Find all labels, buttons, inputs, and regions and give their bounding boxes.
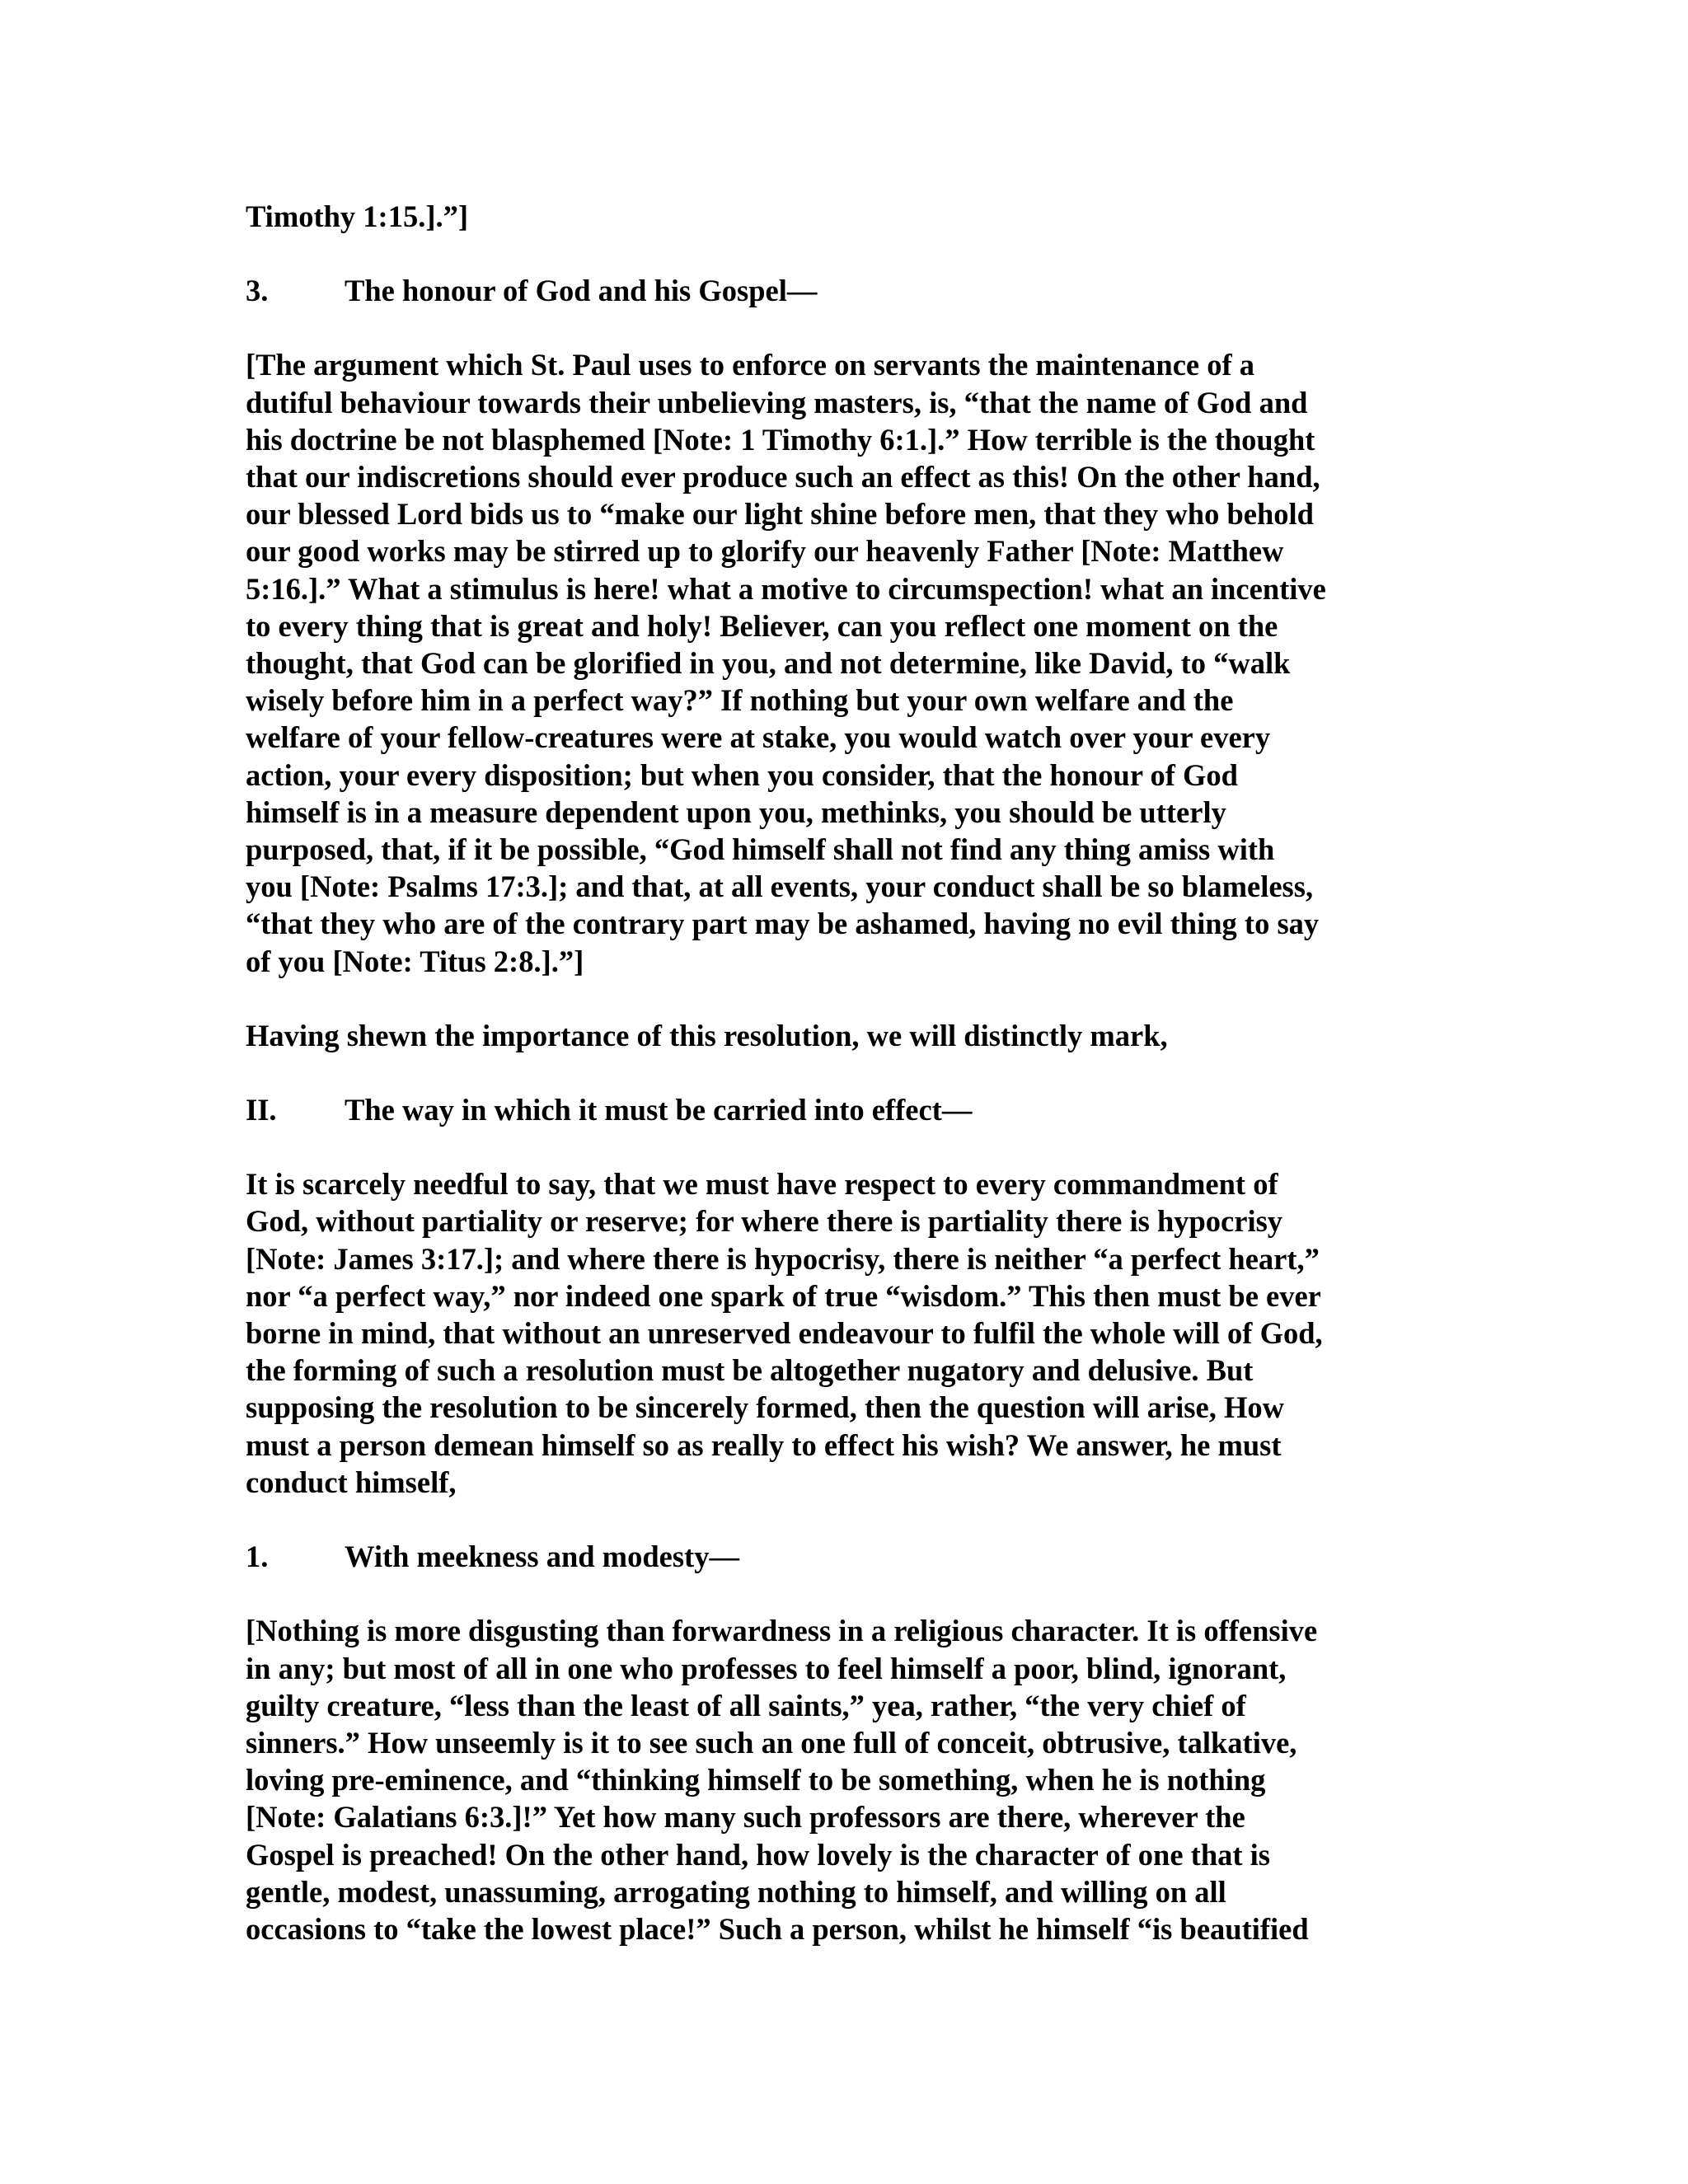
text-line: sinners.” How unseemly is it to see such an one full of conceit, obtrusive, talkative, — [246, 1725, 1297, 1760]
text-line: Having shewn the importance of this resolution, we will distinctly mark, — [246, 1018, 1168, 1052]
opening-fragment — [246, 198, 1432, 235]
text-line: [Nothing is more disgusting than forwardness in a religious character. It is offensive — [246, 1614, 1318, 1648]
text-line: God, without partiality or reserve; for where there is partiality there is hypocrisy — [246, 1204, 1283, 1239]
text-line: our good works may be stirred up to glorify our heavenly Father [Note: Matthew — [246, 534, 1284, 569]
text-line: [The argument which St. Paul uses to enforce on servants the maintenance of a — [246, 348, 1255, 382]
text-line: gentle, modest, unassuming, arrogating nothing to himself, and willing on all — [246, 1874, 1226, 1909]
text-line: our blessed Lord bids us to “make our light shine before men, that they who behold — [246, 497, 1314, 532]
paragraph-way-carried-into-effect — [246, 1165, 1432, 1501]
text-line: [Note: Galatians 6:3.]!” Yet how many such professors are there, wherever the — [246, 1800, 1245, 1835]
text-line: guilty creature, “less than the least of all saints,” yea, rather, “the very chief of — [246, 1688, 1246, 1722]
text-line: [Note: James 3:17.]; and where there is hypocrisy, there is neither “a perfect heart,” — [246, 1241, 1320, 1276]
text-line: the forming of such a resolution must be altogether nugatory and delusive. But — [246, 1353, 1254, 1388]
text-line: Timothy 1:15.].”] — [246, 199, 469, 233]
text-line: in any; but most of all in one who professes to feel himself a poor, blind, ignorant, — [246, 1651, 1287, 1685]
section-number: II. — [246, 1093, 277, 1127]
section-number: 3. — [246, 274, 269, 308]
text-line: nor “a perfect way,” nor indeed one spark of true “wisdom.” This then must be ever — [246, 1278, 1321, 1313]
section-heading-II — [246, 1091, 1432, 1128]
text-line: 5:16.].” What a stimulus is here! what a motive to circumspection! what an incentive — [246, 571, 1326, 606]
text-line: of you [Note: Titus 2:8.].”] — [246, 944, 584, 978]
document-body — [246, 198, 1432, 1985]
section-number: 1. — [246, 1540, 269, 1574]
text-line: welfare of your fellow-creatures were at stake, you would watch over your every — [246, 720, 1271, 755]
text-line: wisely before him in a perfect way?” If nothing but your own welfare and the — [246, 683, 1234, 718]
text-line: you [Note: Psalms 17:3.]; and that, at all events, your conduct shall be so blameless, — [246, 869, 1314, 904]
text-line: Gospel is preached! On the other hand, how lovely is the character of one that is — [246, 1837, 1271, 1872]
text-line: dutiful behaviour towards their unbelieving masters, is, “that the name of God and — [246, 385, 1308, 419]
text-line: purposed, that, if it be possible, “God himself shall not find any thing amiss with — [246, 832, 1275, 867]
paragraph-honour-of-god — [246, 346, 1432, 979]
text-line: must a person demean himself so as really to effect his wish? We answer, he must — [246, 1427, 1282, 1462]
section-title: With meekness and modesty— — [345, 1540, 739, 1574]
text-line: to every thing that is great and holy! Believer, can you reflect one moment on the — [246, 608, 1278, 643]
text-line: “that they who are of the contrary part may be ashamed, having no evil thing to say — [246, 907, 1320, 941]
paragraph-meekness-modesty — [246, 1612, 1432, 1947]
section-heading-3 — [246, 272, 1432, 309]
text-line: loving pre-eminence, and “thinking himself to be something, when he is nothing — [246, 1763, 1266, 1797]
text-line: his doctrine be not blasphemed [Note: 1 Timothy 6:1.].” How terrible is the thought — [246, 422, 1315, 457]
section-title: The honour of God and his Gospel— — [345, 274, 818, 308]
text-line: conduct himself, — [246, 1465, 457, 1499]
text-line: supposing the resolution to be sincerely formed, then the question will arise, How — [246, 1390, 1284, 1425]
text-line: thought, that God can be glorified in you, and not determine, like David, to “walk — [246, 646, 1291, 681]
text-line: borne in mind, that without an unreserved endeavour to fulfil the whole will of God, — [246, 1316, 1323, 1351]
text-line: himself is in a measure dependent upon you, methinks, you should be utterly — [246, 794, 1226, 829]
transition-paragraph — [246, 1017, 1432, 1054]
text-line: It is scarcely needful to say, that we must have respect to every commandment of — [246, 1167, 1278, 1202]
section-title: The way in which it must be carried into effect— — [345, 1093, 973, 1127]
section-heading-1 — [246, 1538, 1432, 1575]
text-line: action, your every disposition; but when you consider, that the honour of God — [246, 757, 1238, 792]
text-line: that our indiscretions should ever produce such an effect as this! On the other hand, — [246, 460, 1320, 494]
text-line: occasions to “take the lowest place!” Such a person, whilst he himself “is beautified — [246, 1911, 1309, 1946]
